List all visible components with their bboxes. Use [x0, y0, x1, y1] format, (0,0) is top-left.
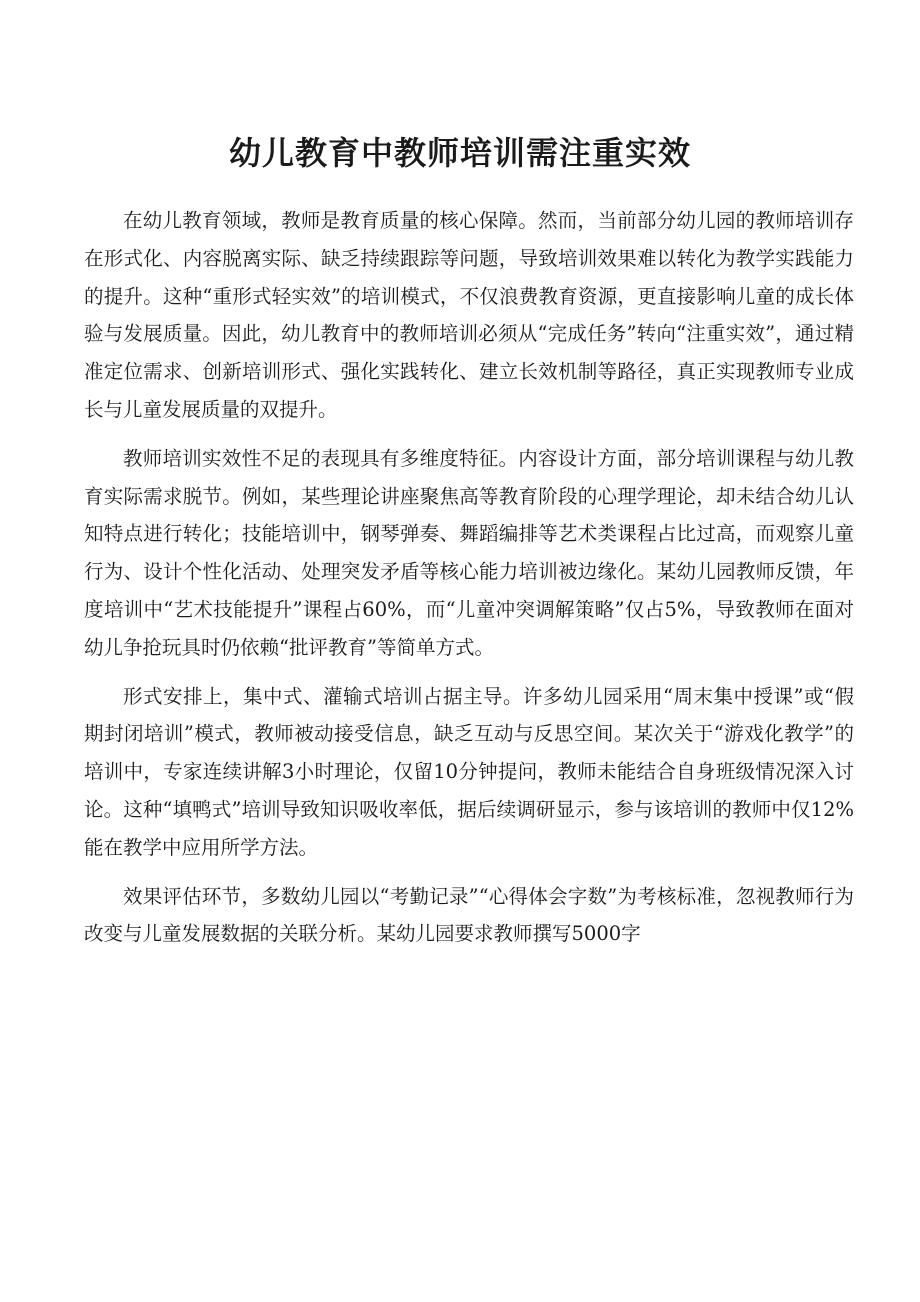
paragraph-2: 教师培训实效性不足的表现具有多维度特征。内容设计方面，部分培训课程与幼儿教育实际需求脱节。例如，某些理论讲座聚焦高等教育阶段的心理学理论，却未结合幼儿认知特点进行转化；技能培训中，钢琴弹奏、舞蹈编排等艺术类课程占比过高，而观察儿童行为、设计个性化活动、处理突发矛盾等核心能力培训被边缘化。某幼儿园教师反馈，年度培训中“艺术技能提升”课程占60%，而“儿童冲突调解策略”仅占5%，导致教师在面对幼儿争抢玩具时仍依赖“批评教育”等简单方式。 [84, 446, 854, 659]
paragraph-1: 在幼儿教育领域，教师是教育质量的核心保障。然而，当前部分幼儿园的教师培训存在形式化、内容脱离实际、缺乏持续跟踪等问题，导致培训效果难以转化为教学实践能力的提升。这种“重形式轻实效”的培训模式，不仅浪费教育资源，更直接影响儿童的成长体验与发展质量。因此，幼儿教育中的教师培训必须从“完成任务”转向“注重实效”，通过精准定位需求、创新培训形式、强化实践转化、建立长效机制等路径，真正实现教师专业成长与儿童发展质量的双提升。 [84, 209, 854, 421]
document-title: 幼儿教育中教师培训需注重实效 [228, 134, 691, 172]
document-body [84, 202, 854, 953]
paragraph-4: 效果评估环节，多数幼儿园以“考勤记录”“心得体会字数”为考核标准，忽视教师行为改变与儿童发展数据的关联分析。某幼儿园要求教师撰写5000字 [84, 884, 854, 946]
paragraph-3: 形式安排上，集中式、灌输式培训占据主导。许多幼儿园采用“周末集中授课”或“假期封闭培训”模式，教师被动接受信息，缺乏互动与反思空间。某次关于“游戏化教学”的培训中，专家连续讲解3小时理论，仅留10分钟提问，教师未能结合自身班级情况深入讨论。这种“填鸭式”培训导致知识吸收率低，据后续调研显示，参与该培训的教师中仅12%能在教学中应用所学方法。 [84, 684, 854, 859]
